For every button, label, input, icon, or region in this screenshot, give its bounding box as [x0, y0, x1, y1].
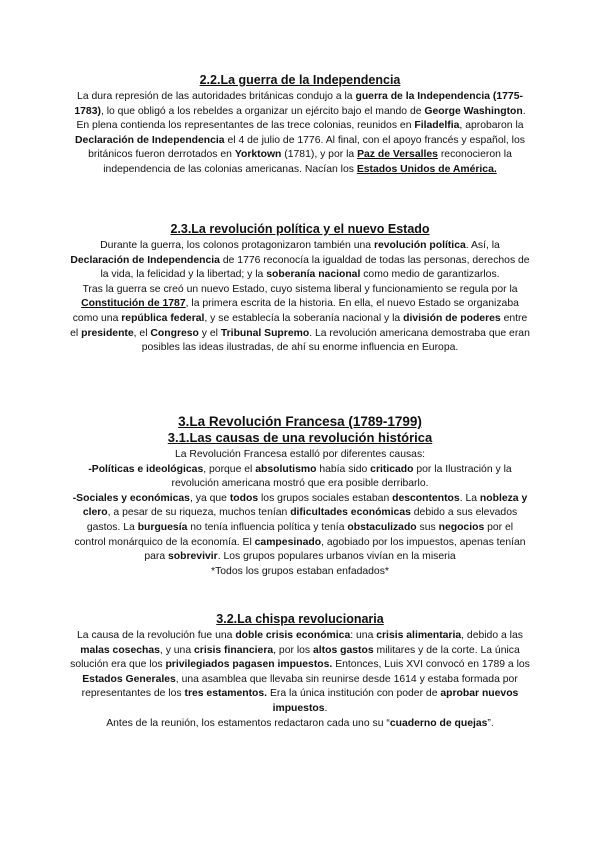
text-run: , a pesar de su riqueza, muchos tenían [107, 507, 291, 519]
section-2-3-paragraph-1 [70, 239, 530, 283]
text-run: reconocieron la independencia de las colonias americanas. Nacían los [103, 149, 512, 175]
text-run: Durante la guerra, los colonos protagonizaron también una [100, 240, 374, 251]
section-3-1-political-cause [70, 463, 530, 492]
bold-term: George Washington [424, 105, 523, 117]
bold-term: altos gastos [313, 644, 374, 656]
text-run: no tenía influencia política y tenía [187, 521, 348, 533]
bold-term: Congreso [150, 327, 199, 339]
bold-term: nobleza y clero [82, 492, 528, 519]
bold-term: soberanía nacional [266, 269, 361, 281]
bold-term: Declaración de Independencia [75, 134, 225, 146]
section-2-3 [70, 222, 530, 356]
section-3-2-paragraph-2 [70, 717, 530, 732]
text-run: Era la única institución con poder de [267, 688, 441, 700]
bold-term: guerra de la Independencia (1775-1783) [74, 91, 523, 117]
text-run: . En plena contienda los representantes de las trece colonias, reunidos en [76, 105, 526, 132]
section-3 [70, 413, 530, 579]
section-2-2 [70, 73, 530, 178]
text-run: sus [416, 521, 439, 533]
text-run: . Así, la [465, 240, 500, 251]
text-run: Tras la guerra se creó un nuevo Estado, cuyo sistema liberal y funcionamiento se regula por la [82, 283, 518, 295]
text-run: (1781), y por la [281, 149, 358, 161]
text-run: , lo que obligó a los rebeldes a organizar un ejército bajo el mando de [100, 105, 425, 117]
bold-term: -Políticas e ideológicas [88, 463, 204, 475]
bold-term: tres estamentos. [184, 688, 268, 700]
section-3-1-intro: La Revolución Francesa estalló por diferentes causas: [174, 449, 426, 460]
bold-term: presidente [81, 327, 134, 339]
text-run: entre el [70, 312, 528, 339]
bold-term: malas cosechas [80, 644, 160, 656]
section-3-1-social-cause [70, 492, 530, 565]
text-run: había sido [316, 463, 371, 475]
section-3-1-note: *Todos los grupos estaban enfadados* [211, 565, 389, 577]
bold-term: división de poderes [403, 312, 501, 324]
section-3-2-paragraph-1 [70, 629, 530, 717]
text-run: , debido a las [461, 630, 523, 641]
bold-term: cuaderno de quejas [389, 717, 488, 729]
text-run: de 1776 reconocía la igualdad de todas las personas, derechos de la vida, la felicidad y la libertad; y la [100, 254, 530, 281]
text-run: debido a sus elevados gastos. La [86, 507, 518, 533]
text-run: , y se establecía la soberanía nacional y la [204, 312, 404, 324]
bold-term: crisis financiera [194, 644, 274, 656]
bold-term: obstaculizado [347, 521, 417, 533]
bold-term: negocios [438, 521, 485, 533]
bold-term: Estados Generales [82, 673, 176, 685]
bold-term: campesinado [254, 536, 322, 548]
bold-underlined-term: Constitución de 1787 [81, 298, 186, 310]
text-run: , la primera escrita de la historia. En ella, el nuevo Estado se organizaba como una [72, 298, 519, 324]
bold-term: república federal [121, 312, 205, 324]
bold-term: privilegiados pagasen impuestos. [165, 659, 333, 671]
text-run: La causa de la revolución fue una [77, 630, 236, 641]
bold-term: aprobar nuevos impuestos [272, 688, 519, 714]
bold-term: absolutismo [255, 463, 317, 475]
text-run: por el control monárquico de la economía. El [74, 521, 514, 548]
text-run: : una [350, 630, 377, 641]
text-run: . La [459, 492, 480, 504]
section-3-heading: 3.La Revolución Francesa (1789-1799) [178, 414, 422, 429]
bold-term: Filadelfia [414, 120, 460, 132]
section-3-2 [70, 612, 530, 731]
bold-term: criticado [370, 463, 414, 475]
bold-term: crisis alimentaria [376, 630, 462, 641]
bold-term: Yorktown [234, 149, 282, 161]
bold-term: burguesía [137, 521, 188, 533]
text-run: Entonces, Luis XVI convocó en 1789 a los [332, 659, 530, 671]
text-run: . Los grupos populares urbanos vivían en la miseria [217, 551, 456, 563]
text-run: , y una [159, 644, 195, 656]
text-run: , aprobaron la [459, 120, 524, 132]
bold-term: Tribunal Supremo [220, 327, 310, 339]
bold-term: doble crisis económica [235, 630, 351, 641]
text-run: y el [198, 327, 221, 339]
text-run: como medio de garantizarlos. [360, 269, 500, 281]
text-run: el 4 de julio de 1776. Al final, con el apoyo francés y español, los británicos fueron derrotados en [88, 134, 525, 161]
text-run: . La revolución americana demostraba que eran posibles las ideas ilustradas, de ahí su enorme influencia en Europa. [141, 327, 530, 354]
text-run: , agobiado por los impuestos, apenas tenían para [144, 536, 526, 563]
bold-underlined-term: Paz de Versalles [357, 149, 438, 161]
bold-underlined-term: Estados Unidos de América. [356, 163, 497, 175]
section-3-2-heading: 3.2.La chispa revolucionaria [216, 612, 384, 626]
bold-term: descontentos [392, 492, 460, 504]
bold-term: revolución política [373, 240, 466, 251]
section-2-2-heading: 2.2.La guerra de la Independencia [199, 73, 401, 87]
text-run: La dura represión de las autoridades británicas condujo a la [77, 91, 356, 102]
text-run: ”. [487, 717, 494, 729]
text-run: Antes de la reunión, los estamentos redactaron cada uno su “ [106, 717, 390, 729]
text-run: . [324, 702, 328, 714]
text-run: , una asamblea que llevaba sin reunirse desde 1614 y estaba formada por representantes de los [81, 673, 518, 700]
text-run: , porque el [203, 463, 256, 475]
text-run: por la Ilustración y la revolución americana mostró que era posible derribarlo. [171, 463, 512, 490]
text-run: , por los [273, 644, 314, 656]
bold-term: todos [229, 492, 259, 504]
bold-term: -Sociales y económicas [72, 492, 190, 504]
bold-term: dificultades económicas [290, 507, 411, 519]
text-run: los grupos sociales estaban [258, 492, 393, 504]
bold-term: sobrevivir [168, 551, 218, 563]
section-2-2-paragraph [70, 90, 530, 178]
section-3-1-heading: 3.1.Las causas de una revolución histórica [167, 430, 433, 445]
text-run: , ya que [189, 492, 230, 504]
text-run: , el [133, 327, 151, 339]
section-2-3-heading: 2.3.La revolución política y el nuevo Estado [170, 222, 430, 236]
bold-term: Declaración de Independencia [70, 254, 220, 266]
section-2-3-paragraph-2 [70, 283, 530, 356]
text-run: militares y de la corte. La única solución era que los [70, 644, 520, 671]
